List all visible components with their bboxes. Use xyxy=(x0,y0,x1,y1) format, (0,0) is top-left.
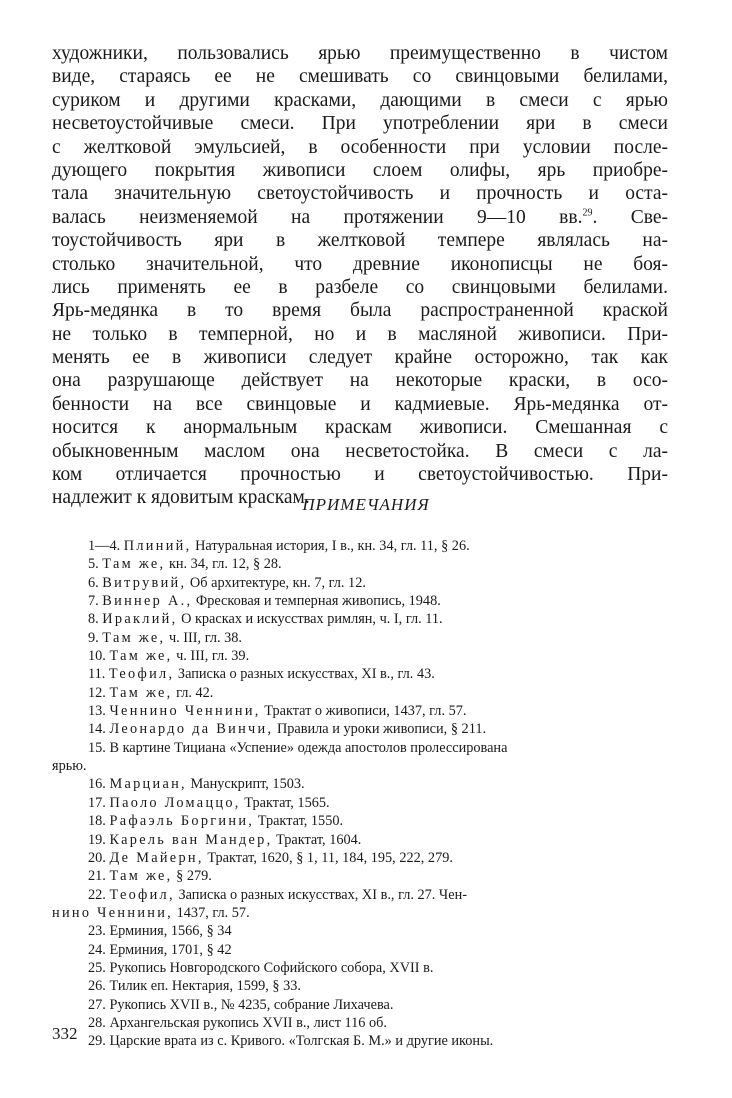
note-text: Трактат, 1604. xyxy=(276,831,362,848)
note-number: 8. xyxy=(88,611,103,628)
note-author: Там же, xyxy=(102,629,166,646)
body-line: с желтковой эмульсией, в особенности при условии после- xyxy=(52,136,668,158)
note-item xyxy=(52,904,668,922)
body-line: художники, пользовались ярью преимущественно в чистом xyxy=(52,43,668,64)
note-number: 25. xyxy=(88,959,110,976)
note-number: 12. xyxy=(88,684,110,701)
note-item xyxy=(52,812,668,830)
note-text: ч. III, гл. 39. xyxy=(176,648,250,665)
note-author: Теофил, xyxy=(108,666,175,683)
body-line: Ярь-медянка в то время была распространенной краской xyxy=(52,300,668,322)
note-item xyxy=(52,537,668,555)
note-text: Натуральная история, I в., кн. 34, гл. 11, § 26. xyxy=(195,538,470,554)
note-item xyxy=(52,1032,668,1050)
note-number: 19. xyxy=(88,831,110,848)
note-item xyxy=(52,574,668,592)
body-line: тала значительную светоустойчивость и прочность и оста- xyxy=(52,183,668,205)
body-line: она разрушающе действует на некоторые краски, в осо- xyxy=(52,370,668,392)
note-text: Трактат, 1620, § 1, 11, 184, 195, 222, 279. xyxy=(207,849,453,866)
body-line: бенности на все свинцовые и кадмиевые. Ярь-медянка от- xyxy=(52,393,668,415)
note-author: Карель ван Мандер, xyxy=(109,831,273,848)
note-item xyxy=(52,684,668,702)
note-number: 14. xyxy=(88,721,110,738)
note-item xyxy=(52,555,668,573)
note-text: Записка о разных искусствах, XI в., гл. 43. xyxy=(177,666,435,683)
note-text: Трактат, 1565. xyxy=(244,794,330,811)
body-line: не только в темперной, но и в масляной живописи. При- xyxy=(52,323,668,345)
note-author: Витрувий, xyxy=(102,574,187,591)
note-item xyxy=(52,867,668,885)
page-number: 332 xyxy=(52,1024,78,1043)
note-item xyxy=(52,886,668,904)
body-line: дующего покрытия живописи слоем олифы, ярь приобре- xyxy=(52,159,668,181)
note-item xyxy=(52,592,668,610)
note-text: Ерминия, 1566, § 34 xyxy=(109,923,232,940)
note-item xyxy=(52,1014,668,1032)
note-item xyxy=(52,720,668,738)
note-number: 28. xyxy=(88,1014,110,1031)
body-line: лись применять ее в разбеле со свинцовыми белилами. xyxy=(52,276,668,298)
note-author: Плиний, xyxy=(123,538,192,554)
note-item xyxy=(52,665,668,683)
note-author: Де Майерн, xyxy=(109,849,204,866)
note-text: Ерминия, 1701, § 42 xyxy=(109,941,232,958)
note-text: О красках и искусствах римлян, ч. I, гл. 11. xyxy=(181,611,443,628)
note-item xyxy=(52,922,668,940)
note-text: 1437, гл. 57. xyxy=(176,904,250,921)
note-text: ч. III, гл. 38. xyxy=(168,629,242,646)
body-line: суриком и другими красками, дающими в смеси с ярью xyxy=(52,89,668,111)
note-author: нино Ченнини, xyxy=(52,904,174,921)
note-item xyxy=(52,647,668,665)
note-text: Трактат, 1550. xyxy=(257,813,344,830)
note-text: Рукопись XVII в., № 4235, собрание Лихачева. xyxy=(109,996,394,1013)
note-item xyxy=(52,794,668,812)
note-author: Виннер А., xyxy=(102,593,193,610)
note-author: Там же, xyxy=(109,648,173,665)
note-item xyxy=(52,757,668,775)
note-number: 15. xyxy=(88,739,110,756)
note-number: 21. xyxy=(88,868,110,885)
note-item xyxy=(52,831,668,849)
note-number: 6. xyxy=(88,574,103,591)
note-item xyxy=(52,849,668,867)
note-item xyxy=(52,610,668,628)
note-text: Об архитектуре, кн. 7, гл. 12. xyxy=(189,574,366,591)
note-number: 13. xyxy=(88,703,110,720)
note-number: 18. xyxy=(88,813,110,830)
note-text: Архангельская рукопись XVII в., лист 116 об. xyxy=(109,1014,388,1031)
note-number: 11. xyxy=(88,666,109,683)
note-item xyxy=(52,996,668,1014)
note-number: 29. xyxy=(88,1033,110,1050)
note-text: Трактат о живописи, 1437, гл. 57. xyxy=(264,703,467,720)
notes-list xyxy=(52,537,668,1051)
note-item xyxy=(52,977,668,995)
body-line: несветоустойчивые смеси. При употреблении яри в смеси xyxy=(52,113,668,135)
note-number: 27. xyxy=(88,996,110,1013)
note-item xyxy=(52,775,668,793)
note-number: 17. xyxy=(88,794,110,811)
note-text: Правила и уроки живописи, § 211. xyxy=(276,721,487,738)
note-text: § 279. xyxy=(176,868,212,885)
note-number: 24. xyxy=(88,941,110,958)
note-author: Теофил, xyxy=(109,886,175,903)
note-author: Паоло Ломаццо, xyxy=(109,794,241,811)
note-text: ярью. xyxy=(52,758,87,775)
note-author: Ченнино Ченнини, xyxy=(109,703,261,720)
note-number: 22. xyxy=(88,886,110,903)
note-text: Фресковая и темперная живопись, 1948. xyxy=(195,593,441,610)
note-number: 5. xyxy=(88,556,103,573)
note-number: 16. xyxy=(88,776,110,793)
note-number: 9. xyxy=(88,629,103,646)
note-author: Марциан, xyxy=(109,776,187,793)
body-line: виде, стараясь ее не смешивать со свинцовыми белилами, xyxy=(52,66,668,88)
note-text: Манускрипт, 1503. xyxy=(190,776,305,793)
body-line: столько значительной, что древние иконописцы не боя- xyxy=(52,253,668,275)
footnote-ref: 29 xyxy=(582,207,593,219)
note-item xyxy=(52,959,668,977)
note-text: Царские врата из с. Кривого. «Толгская Б. М.» и другие иконы. xyxy=(109,1033,494,1050)
note-number: 10. xyxy=(88,648,110,665)
note-author: Леонардо да Винчи, xyxy=(109,721,274,738)
notes-heading: ПРИМЕЧАНИЯ xyxy=(302,495,430,514)
note-text: Тилик еп. Нектария, 1599, § 33. xyxy=(109,978,301,995)
body-line: валась неизменяемой на протяжении 9—10 вв.$^{29}$. Све- xyxy=(52,206,668,228)
note-number: 1—4. xyxy=(88,538,124,554)
note-text: кн. 34, гл. 12, § 28. xyxy=(168,556,282,573)
note-text: Рукопись Новгородского Софийского собора, XVII в. xyxy=(109,959,434,976)
note-item xyxy=(52,702,668,720)
note-text: Записка о разных искусствах, XI в., гл. 27. Чен- xyxy=(178,886,467,903)
note-item xyxy=(52,629,668,647)
body-text xyxy=(52,42,668,510)
note-author: Там же, xyxy=(109,868,173,885)
body-line: надлежит к ядовитым краскам. xyxy=(52,487,310,509)
note-item xyxy=(52,941,668,959)
note-author: Рафаэль Боргини, xyxy=(109,813,255,830)
body-line: тоустойчивость яри в желтковой темпере являлась на- xyxy=(52,230,668,252)
body-line: обыкновенным маслом она несветостойка. В смеси с ла- xyxy=(52,440,668,462)
note-number: 7. xyxy=(88,593,103,610)
note-number: 26. xyxy=(88,978,110,995)
note-number: 23. xyxy=(88,923,110,940)
note-item xyxy=(52,739,668,757)
note-number: 20. xyxy=(88,849,110,866)
body-line: ком отличается прочностью и светоустойчивостью. При- xyxy=(52,464,668,486)
body-line: менять ее в живописи следует крайне осторожно, так как xyxy=(52,347,668,369)
note-author: Там же, xyxy=(102,556,166,573)
note-author: Ираклий, xyxy=(102,611,178,628)
note-author: Там же, xyxy=(109,684,173,701)
note-text: В картине Тициана «Успение» одежда апостолов пролессирована xyxy=(109,739,508,756)
body-line: носится к анормальным краскам живописи. Смешанная с xyxy=(52,417,668,439)
note-text: гл. 42. xyxy=(176,684,214,701)
